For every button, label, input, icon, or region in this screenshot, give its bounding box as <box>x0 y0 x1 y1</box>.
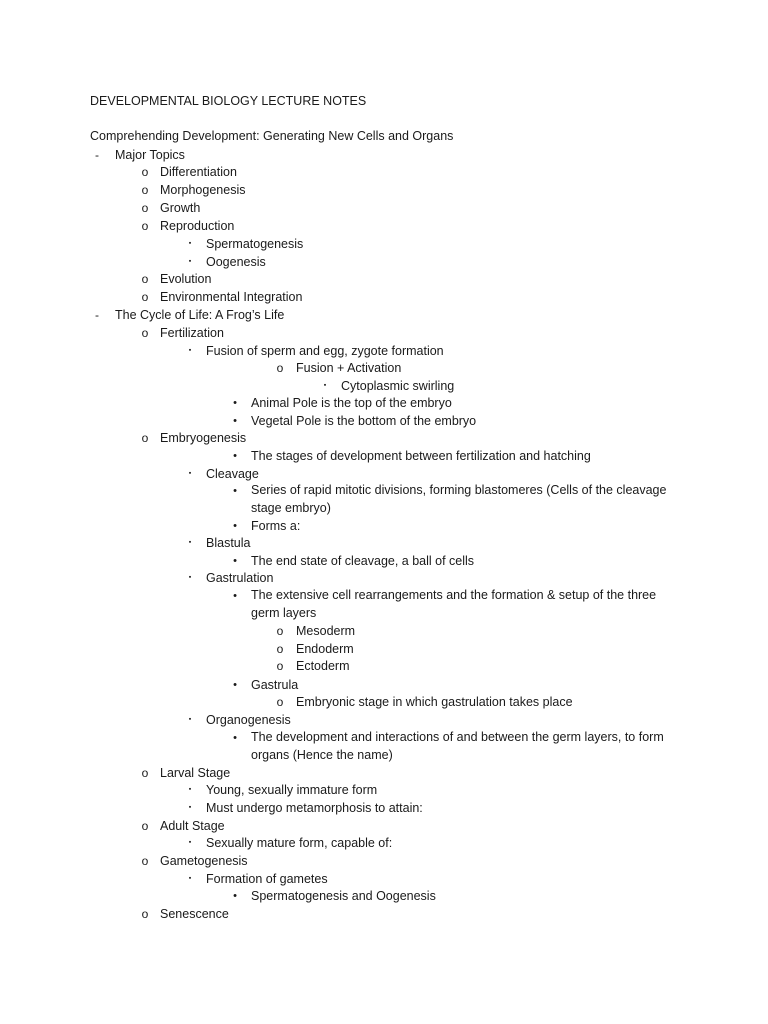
disc-bullet-icon: • <box>233 555 237 567</box>
square-bullet-icon: ▪ <box>188 786 192 793</box>
disc-bullet-icon: • <box>233 485 237 497</box>
outline-item-text: The extensive cell rearrangements and the formation & setup of the three germ layers <box>251 588 657 620</box>
outline-item-text: Endoderm <box>296 642 354 656</box>
outline-item-text: Fusion of sperm and egg, zygote formation <box>206 344 444 358</box>
circle-bullet-icon: o <box>141 854 149 868</box>
circle-bullet-icon: o <box>141 766 149 780</box>
square-bullet-icon: ▪ <box>188 875 192 882</box>
outline-item-text: The Cycle of Life: A Frog’s Life <box>115 308 285 322</box>
circle-bullet-icon: o <box>276 642 284 656</box>
square-bullet-icon: ▪ <box>323 382 327 389</box>
outline-item-text: Fusion + Activation <box>296 361 402 375</box>
outline-item-text: Major Topics <box>115 148 185 162</box>
outline-item-text: Adult Stage <box>160 819 225 833</box>
circle-bullet-icon: o <box>276 659 284 673</box>
disc-bullet-icon: • <box>233 679 237 691</box>
disc-bullet-icon: • <box>233 520 237 532</box>
dash-bullet-icon: - <box>95 148 99 162</box>
outline-item-text: Spermatogenesis <box>206 237 304 251</box>
outline-item-text: Growth <box>160 201 201 215</box>
outline-item-text: Young, sexually immature form <box>206 783 378 797</box>
outline-item-text: The stages of development between fertilization and hatching <box>251 449 591 463</box>
section-heading: Comprehending Development: Generating New Cells and Organs <box>90 129 454 143</box>
circle-bullet-icon: o <box>141 272 149 286</box>
outline-item-text: Environmental Integration <box>160 290 303 304</box>
outline-item-text: Blastula <box>206 536 251 550</box>
outline-item-text: Ectoderm <box>296 659 350 673</box>
circle-bullet-icon: o <box>141 326 149 340</box>
outline-item-text: Gastrulation <box>206 571 274 585</box>
outline-item-text: Series of rapid mitotic divisions, forming blastomeres (Cells of the cleavage stage embryo) <box>251 483 667 515</box>
circle-bullet-icon: o <box>276 695 284 709</box>
outline-item-text: Embryonic stage in which gastrulation takes place <box>296 695 573 709</box>
outline-item-text: Gametogenesis <box>160 854 248 868</box>
outline-item-text: Forms a: <box>251 519 301 533</box>
outline-item-text: Embryogenesis <box>160 431 247 445</box>
outline-item-text: Must undergo metamorphosis to attain: <box>206 801 423 815</box>
outline-item-text: Larval Stage <box>160 766 231 780</box>
square-bullet-icon: ▪ <box>188 716 192 723</box>
circle-bullet-icon: o <box>141 819 149 833</box>
outline-item-text: Reproduction <box>160 219 235 233</box>
square-bullet-icon: ▪ <box>188 347 192 354</box>
outline-item-text: Senescence <box>160 907 229 921</box>
circle-bullet-icon: o <box>141 290 149 304</box>
outline-item-text: Fertilization <box>160 326 224 340</box>
disc-bullet-icon: • <box>233 397 237 409</box>
square-bullet-icon: ▪ <box>188 539 192 546</box>
circle-bullet-icon: o <box>141 907 149 921</box>
square-bullet-icon: ▪ <box>188 574 192 581</box>
circle-bullet-icon: o <box>141 201 149 215</box>
outline-item-text: Formation of gametes <box>206 872 328 886</box>
outline-item-text: Mesoderm <box>296 624 356 638</box>
outline-item-text: Gastrula <box>251 678 299 692</box>
outline-item-text: Cleavage <box>206 467 259 481</box>
outline-item-text: Organogenesis <box>206 713 291 727</box>
outline-item-text: The development and interactions of and between the germ layers, to form organs (Hence the name) <box>251 730 664 762</box>
circle-bullet-icon: o <box>276 624 284 638</box>
circle-bullet-icon: o <box>276 361 284 375</box>
document-title: DEVELOPMENTAL BIOLOGY LECTURE NOTES <box>90 94 367 108</box>
disc-bullet-icon: • <box>233 890 237 902</box>
disc-bullet-icon: • <box>233 450 237 462</box>
outline-item-text: Morphogenesis <box>160 183 246 197</box>
outline-item-text: Spermatogenesis and Oogenesis <box>251 889 436 903</box>
outline-item-text: Evolution <box>160 272 212 286</box>
outline-item-text: Oogenesis <box>206 255 266 269</box>
circle-bullet-icon: o <box>141 165 149 179</box>
square-bullet-icon: ▪ <box>188 258 192 265</box>
square-bullet-icon: ▪ <box>188 804 192 811</box>
disc-bullet-icon: • <box>233 732 237 744</box>
outline-item-text: The end state of cleavage, a ball of cells <box>251 554 475 568</box>
disc-bullet-icon: • <box>233 590 237 602</box>
outline-item-text: Sexually mature form, capable of: <box>206 836 393 850</box>
square-bullet-icon: ▪ <box>188 839 192 846</box>
square-bullet-icon: ▪ <box>188 470 192 477</box>
outline-item-text: Cytoplasmic swirling <box>341 379 455 393</box>
square-bullet-icon: ▪ <box>188 240 192 247</box>
dash-bullet-icon: - <box>95 308 99 322</box>
disc-bullet-icon: • <box>233 415 237 427</box>
circle-bullet-icon: o <box>141 219 149 233</box>
outline-item-text: Differentiation <box>160 165 237 179</box>
circle-bullet-icon: o <box>141 431 149 445</box>
circle-bullet-icon: o <box>141 183 149 197</box>
outline-item-text: Vegetal Pole is the bottom of the embryo <box>251 414 477 428</box>
outline-item-text: Animal Pole is the top of the embryo <box>251 396 452 410</box>
